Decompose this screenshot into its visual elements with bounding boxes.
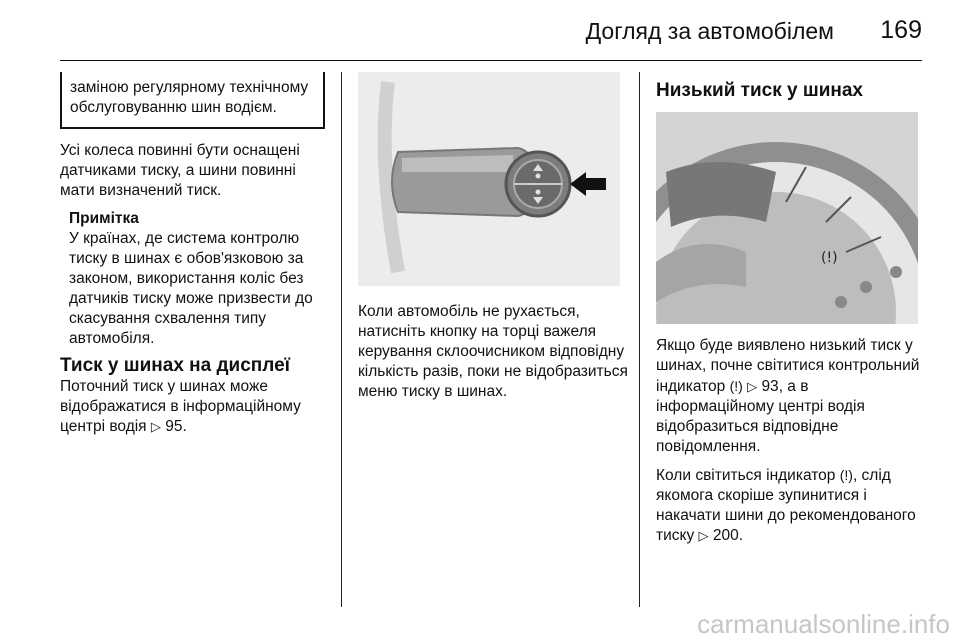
note-text: У країнах, де система контролю тиску в шинах є обов'язковою за законом, використання коліс без датчиків тиску може призвести до скасування схвалення типу автомобіля.: [69, 230, 313, 347]
ref-arrow-icon: ▷: [150, 419, 161, 434]
section-title-low-pressure: Низький тиск у шинах: [656, 80, 863, 101]
note-title: Примітка: [69, 210, 139, 227]
sensor-paragraph: Усі колеса повинні бути оснащені датчиками тиску, а шини повинні мати визначений тиск.: [60, 142, 300, 199]
page-reference: 200.: [712, 527, 744, 544]
low-pressure-text-a: Якщо буде виявлено низький тиск у шинах, почне світитися контрольний індикатор: [656, 337, 920, 395]
page-number: 169: [880, 16, 922, 44]
column-left: [60, 72, 325, 437]
column-divider: [639, 72, 640, 607]
tyre-pressure-warning-icon: (!): [839, 467, 853, 483]
continued-note-box: [60, 72, 325, 129]
low-pressure-text-b: , а в інформаційному центрі водія відобразиться відповідне повідомлення.: [656, 378, 865, 455]
page-title: Догляд за автомобілем: [585, 18, 834, 44]
page-reference: 93: [761, 378, 779, 395]
tyre-pressure-warning-icon: (!): [729, 378, 743, 394]
instrument-cluster-drawing: [656, 112, 918, 324]
column-right: [656, 72, 926, 546]
column-middle: [358, 72, 628, 402]
box-text: заміною регулярному технічному обслуговуванню шин водієм.: [70, 79, 309, 116]
page-header: [60, 0, 922, 61]
wiper-lever-drawing: [358, 72, 620, 286]
instrument-cluster-illustration: [656, 112, 918, 324]
low-pressure-paragraph-1: [656, 336, 926, 457]
display-paragraph-text: Поточний тиск у шинах може відображатися в інформаційному центрі водія: [60, 378, 301, 435]
section-title-display: Тиск у шинах на дисплеї: [60, 355, 291, 376]
ref-arrow-icon: ▷: [747, 379, 758, 394]
page-reference: 95.: [165, 418, 187, 435]
watermark: carmanualsonline.info: [697, 609, 950, 639]
low-pressure-paragraph-2: [656, 465, 926, 546]
ref-arrow-icon: ▷: [698, 528, 709, 543]
note-block: [60, 209, 325, 349]
wiper-button-paragraph: Коли автомобіль не рухається, натисніть кнопку на торці важеля керування склоочисником відповідну кількість разів, поки не відобразиться меню тиску в шинах.: [358, 303, 628, 400]
display-paragraph: [60, 377, 325, 437]
indicator-text-a: Коли світиться індикатор: [656, 467, 836, 484]
column-divider: [341, 72, 342, 607]
svg-text:(!): (!): [821, 250, 838, 266]
wiper-lever-illustration: [358, 72, 620, 286]
indicator-text-b: , слід якомога скоріше зупинитися і накачати шини до рекомендованого тиску: [656, 467, 916, 544]
